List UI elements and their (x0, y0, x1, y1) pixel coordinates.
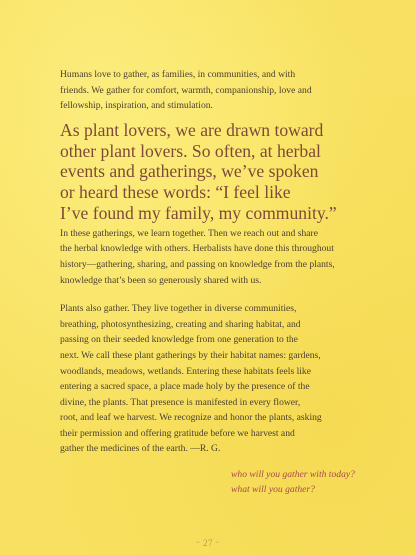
text-line: friends. We gather for comfort, warmth, companionship, love and (60, 84, 312, 96)
pull-quote-line: or heard these words: “I feel like (60, 182, 291, 203)
closing-question-line: who will you gather with today? (231, 469, 355, 480)
pull-quote (60, 120, 382, 224)
pull-quote-line: events and gatherings, we’ve spoken (60, 161, 319, 182)
text-line: history—gathering, sharing, and passing on knowledge from the plants, (60, 258, 335, 270)
folio-ornament-right-icon: ~ (215, 539, 221, 547)
folio-ornament-left-icon: ~ (195, 539, 201, 547)
text-line: Plants also gather. They live together in diverse communities, (60, 303, 297, 315)
text-line: breathing, photosynthesizing, creating and sharing habitat, and (60, 318, 301, 330)
text-line: knowledge that’s been so generously shared with us. (60, 274, 262, 286)
text-line: Humans love to gather, as families, in communities, and with (60, 69, 296, 80)
pull-quote-line: As plant lovers, we are drawn toward (60, 119, 324, 140)
text-line: the herbal knowledge with others. Herbalists have done this throughout (60, 243, 334, 255)
closing-question (231, 468, 355, 497)
page-number: 27 (203, 538, 213, 548)
text-line: fellowship, inspiration, and stimulation. (60, 100, 213, 112)
text-line: gather the medicines of the earth. —R. G. (60, 443, 221, 455)
page-content (60, 67, 382, 457)
plants-gather-paragraph (60, 301, 382, 457)
gatherings-paragraph (60, 226, 382, 288)
text-line: woodlands, meadows, wetlands. Entering these habitats feels like (60, 365, 311, 377)
pull-quote-line: I’ve found my family, my community.” (60, 202, 337, 223)
closing-question-line: what will you gather? (231, 483, 315, 495)
page-folio (0, 538, 416, 548)
text-line: root, and leaf we harvest. We recognize and honor the plants, asking (60, 412, 322, 424)
text-line: entering a sacred space, a place made holy by the presence of the (60, 381, 310, 393)
text-line: In these gatherings, we learn together. Then we reach out and share (60, 227, 318, 239)
text-line: divine, the plants. That presence is manifested in every flower, (60, 396, 301, 408)
text-line: next. We call these plant gatherings by their habitat names: gardens, (60, 349, 321, 361)
intro-paragraph (60, 67, 382, 114)
text-line: their permission and offering gratitude before we harvest and (60, 427, 295, 439)
pull-quote-line: other plant lovers. So often, at herbal (60, 140, 321, 161)
text-line: passing on their seeded knowledge from one generation to the (60, 334, 298, 346)
